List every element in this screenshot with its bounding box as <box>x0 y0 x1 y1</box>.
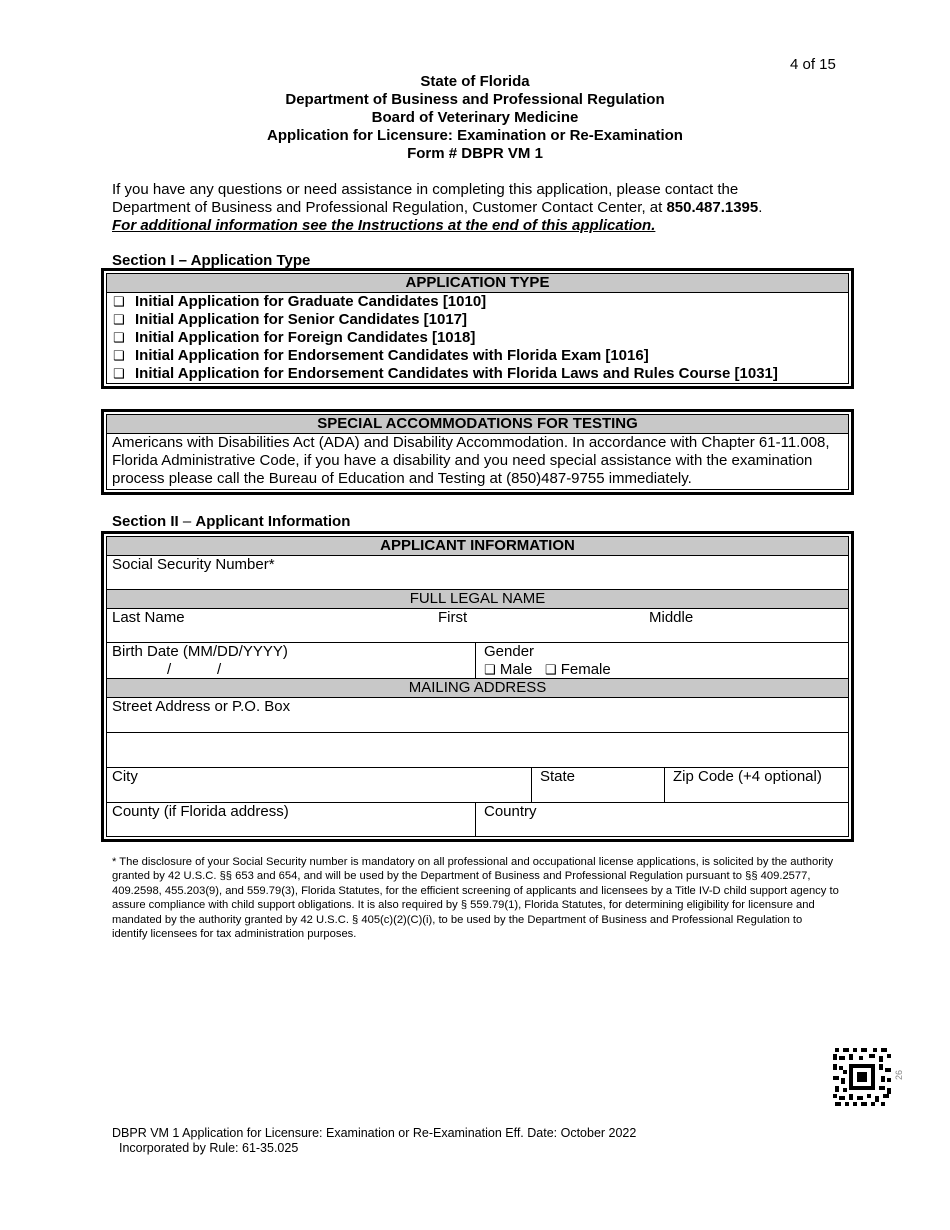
section-2-name: Applicant Information <box>195 513 351 530</box>
city-field[interactable] <box>107 768 531 802</box>
middle-name-label: Middle <box>649 609 694 626</box>
option-foreign[interactable] <box>107 329 848 347</box>
street-address-label: Street Address or P.O. Box <box>112 698 291 715</box>
instructions-note: For additional information see the Instructions at the end of this application. <box>112 217 656 234</box>
application-type-box <box>101 268 854 389</box>
checkbox-icon[interactable]: ❑ <box>544 662 557 677</box>
name-row[interactable] <box>107 609 848 643</box>
ssn-label: Social Security Number* <box>112 556 275 573</box>
county-label: County (if Florida address) <box>112 803 289 820</box>
county-field[interactable] <box>107 803 475 836</box>
ssn-field[interactable] <box>107 556 848 590</box>
gender-field <box>475 643 848 678</box>
city-state-zip-row <box>107 768 848 803</box>
checkbox-icon[interactable]: ❑ <box>113 312 125 327</box>
section-2-dash: – <box>178 513 196 530</box>
intro-text: If you have any questions or need assistance in completing this application, please contact the Department of Business and Professional Regulation, Customer Contact Center, at <box>112 181 739 216</box>
option-label: Initial Application for Endorsement Candidates with Florida Laws and Rules Course [1031] <box>135 365 778 382</box>
city-label: City <box>112 768 138 785</box>
full-legal-name-header: FULL LEGAL NAME <box>107 590 848 609</box>
header-state: State of Florida <box>420 73 530 90</box>
header-board: Board of Veterinary Medicine <box>371 109 579 126</box>
qr-code-icon <box>833 1048 891 1106</box>
checkbox-icon[interactable]: ❑ <box>113 366 125 381</box>
option-graduate[interactable] <box>107 293 848 311</box>
accommodations-header: SPECIAL ACCOMMODATIONS FOR TESTING <box>107 415 848 434</box>
state-label: State <box>540 768 576 785</box>
option-endorsement-exam[interactable] <box>107 347 848 365</box>
male-checkbox[interactable] <box>484 661 532 678</box>
header-department: Department of Business and Professional Regulation <box>285 91 665 108</box>
option-label: Initial Application for Foreign Candidates [1018] <box>135 329 476 346</box>
option-label: Initial Application for Endorsement Candidates with Florida Exam [1016] <box>135 347 649 364</box>
birth-date-slashes: / / <box>167 661 222 678</box>
birth-date-field[interactable] <box>107 643 475 678</box>
mailing-address-header: MAILING ADDRESS <box>107 679 848 698</box>
street-address-field[interactable] <box>107 698 848 733</box>
option-label: Initial Application for Graduate Candidates [1010] <box>135 293 487 310</box>
first-name-label: First <box>438 609 468 626</box>
contact-phone: 850.487.1395 <box>666 199 759 216</box>
page-number: 4 of 15 <box>790 56 836 73</box>
last-name-label: Last Name <box>112 609 185 626</box>
header-form-number: Form # DBPR VM 1 <box>407 145 543 162</box>
county-country-row <box>107 803 848 836</box>
page-footer <box>112 1126 636 1156</box>
applicant-info-header: APPLICANT INFORMATION <box>107 537 848 556</box>
form-header <box>0 73 950 163</box>
option-senior[interactable] <box>107 311 848 329</box>
birth-gender-row <box>107 643 848 679</box>
checkbox-icon[interactable]: ❑ <box>113 348 125 363</box>
section-2-label: Section II <box>112 513 179 530</box>
male-label: Male <box>499 661 533 678</box>
section-1-title: Section I – Application Type <box>112 252 311 269</box>
footer-rule: Incorporated by Rule: 61-35.025 <box>119 1141 299 1155</box>
country-field[interactable] <box>475 803 848 836</box>
gender-options <box>484 661 843 679</box>
section-2-title <box>112 513 350 530</box>
female-checkbox[interactable] <box>545 661 611 678</box>
intro-period: . <box>758 199 763 216</box>
footer-form-info: DBPR VM 1 Application for Licensure: Examination or Re-Examination Eff. Date: October 2022 <box>112 1126 637 1140</box>
option-endorsement-course[interactable] <box>107 365 848 383</box>
ssn-disclosure-note: * The disclosure of your Social Security number is mandatory on all professional and occupational license applications, is solicited by the authority granted by 42 U.S.C. §§ 653 and 654, and will be used by the Department of Business and Professional Regulation pursuant to §§ 409.2577, 409.2598, 455.203(9), and 559.79(3), Florida Statutes, for the efficient screening of applicants and licensees by a Title IV-D child support agency to assure compliance with child support obligations. It is also required by § 559.79(1), Florida Statutes, for determining eligibility for licensure and mandated by the authority granted by 42 U.S.C. § 405(c)(2)(C)(i), to be used by the Department of Business and Professional Regulation to identify licensees for tax administration purposes. <box>112 856 839 941</box>
applicant-info-box <box>101 531 854 842</box>
header-application-title: Application for Licensure: Examination or Re-Examination <box>267 127 683 144</box>
checkbox-icon[interactable]: ❑ <box>113 294 125 309</box>
female-label: Female <box>560 661 611 678</box>
street-address-line-2[interactable] <box>107 733 848 768</box>
checkbox-icon[interactable]: ❑ <box>484 662 496 677</box>
zip-label: Zip Code (+4 optional) <box>673 768 822 785</box>
checkbox-icon[interactable]: ❑ <box>113 330 125 345</box>
state-field[interactable] <box>531 768 664 802</box>
option-label: Initial Application for Senior Candidates [1017] <box>135 311 467 328</box>
accommodations-text: Americans with Disabilities Act (ADA) and Disability Accommodation. In accordance with Chapter 61-11.008, Florida Administrative Code, if you have a disability and you need special assistance with the examination process please call the Bureau of Education and Testing at (850)487-9755 immediately. <box>112 434 830 487</box>
application-type-header: APPLICATION TYPE <box>107 274 848 293</box>
intro-paragraph <box>112 181 812 235</box>
zip-field[interactable] <box>664 768 848 802</box>
birth-date-label: Birth Date (MM/DD/YYYY) <box>112 643 288 660</box>
country-label: Country <box>484 803 537 820</box>
gender-label: Gender <box>484 643 535 660</box>
accommodations-box <box>101 409 854 495</box>
qr-side-text: 26 <box>894 1070 904 1081</box>
